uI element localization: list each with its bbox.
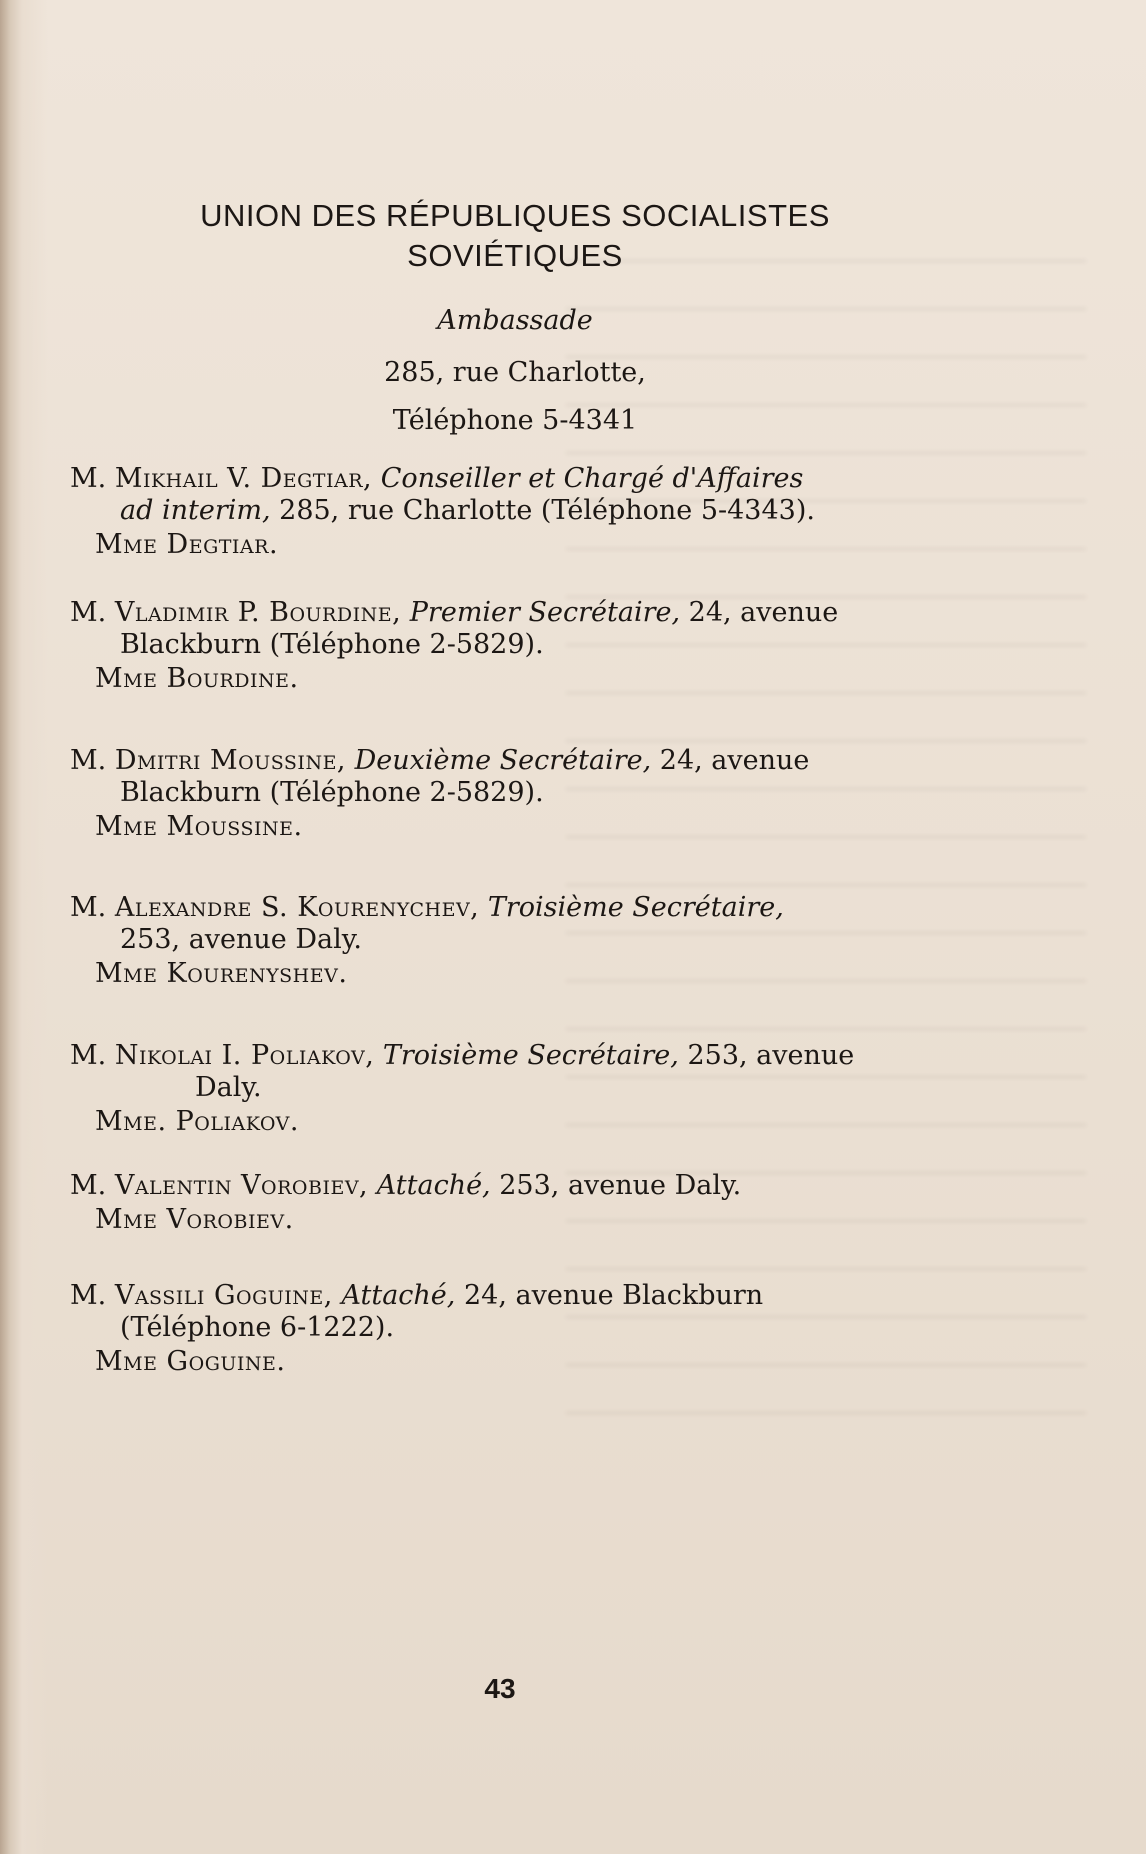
entry-spouse: Mme Goguine. — [95, 1346, 286, 1377]
entry-address-cont: Blackburn (Téléphone 2-5829). — [120, 777, 544, 808]
entry-title: Deuxième Secrétaire, — [354, 745, 652, 776]
entry-address-cont: 253, avenue Daly. — [120, 924, 362, 955]
entry-spouse: Mme Vorobiev. — [95, 1204, 294, 1235]
entry-spouse: Mme Kourenyshev. — [95, 958, 348, 989]
directory-entry — [70, 463, 958, 561]
entry-title: Conseiller et Chargé d'Affaires — [380, 463, 804, 494]
directory-entry — [70, 597, 958, 695]
entry-name: Nikolai I. Poliakov, — [114, 1040, 375, 1071]
entry-prefix: M. — [70, 745, 107, 776]
directory-entry — [70, 1040, 958, 1138]
entry-name: Vladimir P. Bourdine, — [114, 597, 402, 628]
entry-address: 285, rue Charlotte (Téléphone 5-4343). — [279, 495, 815, 526]
entry-name: Alexandre S. Kourenychev, — [114, 892, 480, 923]
entry-address-cont: Blackburn (Téléphone 2-5829). — [120, 629, 544, 660]
entry-prefix: M. — [70, 1170, 107, 1201]
entry-name: Dmitri Moussine, — [114, 745, 347, 776]
entry-title: Attaché, — [341, 1280, 456, 1311]
title-line-1: UNION DES RÉPUBLIQUES SOCIALISTES — [200, 198, 830, 233]
directory-entry — [70, 892, 958, 990]
directory-entry — [70, 1170, 958, 1236]
entry-address-cont: (Téléphone 6-1222). — [120, 1312, 395, 1343]
entry-spouse: Mme. Poliakov. — [95, 1106, 299, 1137]
embassy-telephone: Téléphone 5-4341 — [392, 405, 638, 436]
entry-address: 24, avenue Blackburn — [463, 1280, 764, 1311]
entry-title: Attaché, — [376, 1170, 491, 1201]
entry-address: 24, avenue — [659, 745, 810, 776]
title-line-2: SOVIÉTIQUES — [407, 238, 623, 273]
entry-prefix: M. — [70, 892, 107, 923]
embassy-address: 285, rue Charlotte, — [384, 357, 646, 388]
page-number: 43 — [484, 1673, 516, 1704]
entry-spouse: Mme Moussine. — [95, 811, 303, 842]
entry-prefix: M. — [70, 597, 107, 628]
entry-title-cont: ad interim, — [120, 495, 271, 526]
directory-entry — [70, 1280, 958, 1378]
entry-address: 253, avenue Daly. — [499, 1170, 742, 1201]
entry-prefix: M. — [70, 463, 107, 494]
entry-title: Troisième Secrétaire, — [382, 1040, 679, 1071]
entry-spouse: Mme Bourdine. — [95, 663, 299, 694]
entry-address: 24, avenue — [688, 597, 839, 628]
entry-name: Vassili Goguine, — [114, 1280, 333, 1311]
entry-address: 253, avenue — [687, 1040, 855, 1071]
entry-address-cont: Daly. — [195, 1072, 262, 1103]
subtitle: Ambassade — [437, 305, 593, 336]
entry-prefix: M. — [70, 1040, 107, 1071]
directory-entry — [70, 745, 958, 843]
entry-name: Valentin Vorobiev, — [114, 1170, 369, 1201]
page-title — [105, 196, 925, 276]
entry-name: Mikhail V. Degtiar, — [114, 463, 373, 494]
entry-title: Premier Secrétaire, — [409, 597, 681, 628]
entry-title: Troisième Secrétaire, — [487, 892, 784, 923]
entry-spouse: Mme Degtiar. — [95, 529, 279, 560]
entry-prefix: M. — [70, 1280, 107, 1311]
